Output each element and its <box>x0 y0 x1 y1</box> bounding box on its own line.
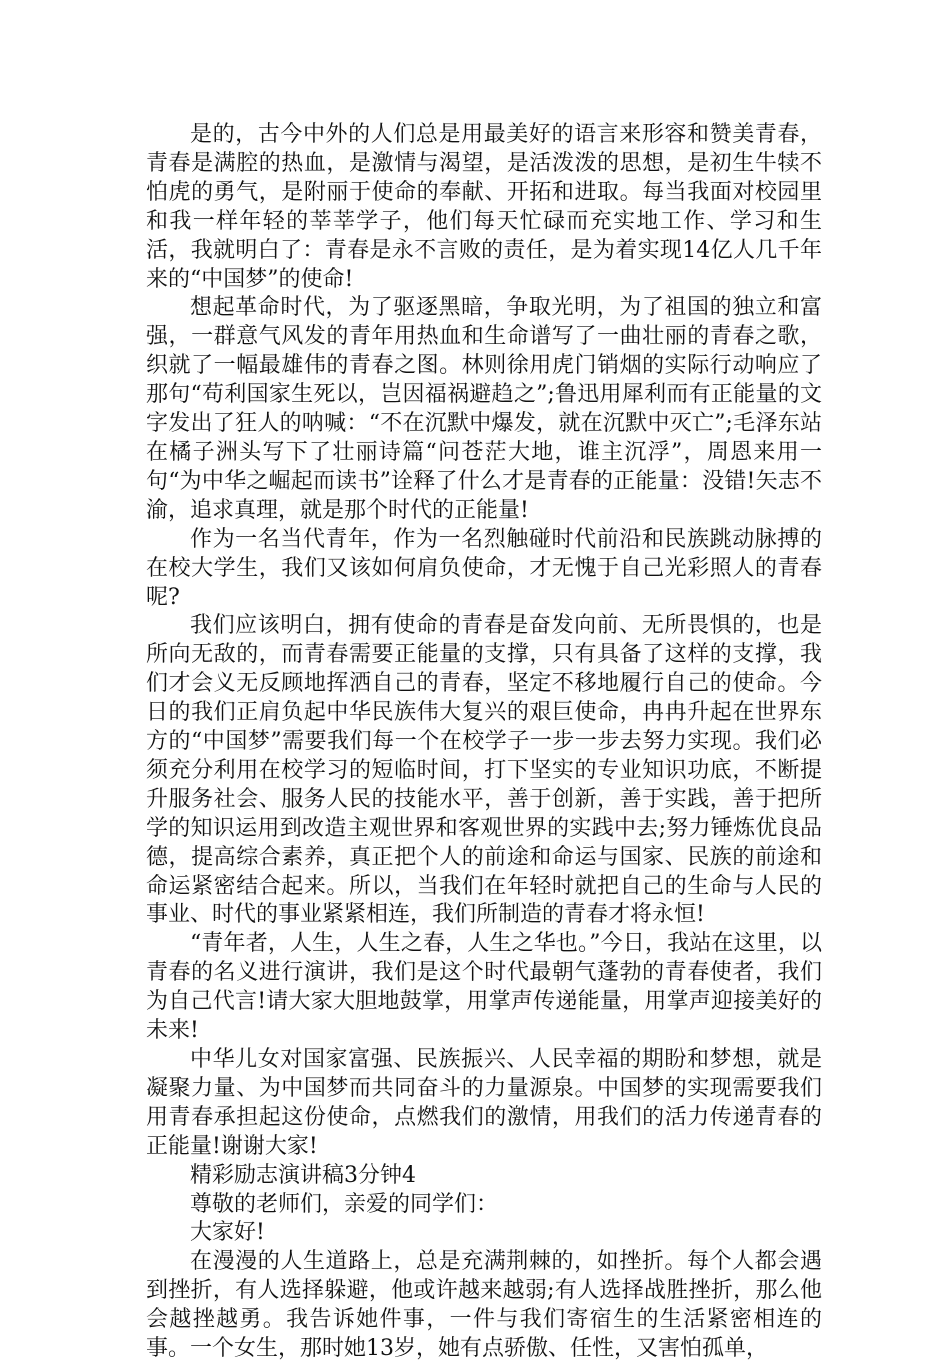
paragraph-revolution-era: 想起革命时代，为了驱逐黑暗，争取光明，为了祖国的独立和富强，一群意气风发的青年用热血和生命谱写了一曲壮丽的青春之歌，织就了一幅最雄伟的青春之图。林则徐用虎门销烟的实际行动响应了那句“苟利国家生死以，岂因福祸避趋之”;鲁迅用犀利而有正能量的文字发出了狂人的呐喊：“不在沉默中爆发，就在沉默中灭亡”;毛泽东站在橘子洲头写下了壮丽诗篇“问苍茫大地，谁主沉浮”，周恩来用一句“为中华之崛起而读书”诠释了什么才是青春的正能量：没错!矢志不渝，追求真理，就是那个时代的正能量! <box>146 295 822 523</box>
greeting: 大家好! <box>190 1220 265 1246</box>
document-body <box>146 121 822 1364</box>
paragraph-closing: 中华儿女对国家富强、民族振兴、人民幸福的期盼和梦想，就是凝聚力量、为中国梦而共同奋斗的力量源泉。中国梦的实现需要我们用青春承担起这份使命，点燃我们的激情，用我们的活力传递青春的正能量!谢谢大家! <box>146 1047 822 1159</box>
paragraph-quote: “青年者，人生，人生之春，人生之华也。”今日，我站在这里，以青春的名义进行演讲，我们是这个时代最朝气蓬勃的青春使者，我们为自己代言!请大家大胆地鼓掌，用掌声传递能量，用掌声迎接美好的未来! <box>146 931 822 1044</box>
speech-title: 精彩励志演讲稿3分钟4 <box>190 1162 416 1188</box>
salutation: 尊敬的老师们，亲爱的同学们： <box>190 1191 499 1217</box>
paragraph-youth-definition: 是的，古今中外的人们总是用最美好的语言来形容和赞美青春，青春是满腔的热血，是激情与渴望，是活泼泼的思想，是初生牛犊不怕虎的勇气，是附丽于使命的奉献、开拓和进取。每当我面对校园里和我一样年轻的莘莘学子，他们每天忙碌而充实地工作、学习和生活，我就明白了：青春是永不言败的责任，是为着实现14亿人几千年来的“中国梦”的使命! <box>146 122 822 292</box>
paragraph-setbacks: 在漫漫的人生道路上，总是充满荆棘的，如挫折。每个人都会遇到挫折，有人选择躲避，他或许越来越弱;有人选择战胜挫折，那么他会越挫越勇。我告诉她件事，一件与我们寄宿生的生活紧密相连的事。一个女生，那时她13岁，她有点骄傲、任性，又害怕孤单， <box>146 1249 822 1362</box>
paragraph-contemporary-youth: 作为一名当代青年，作为一名烈触碰时代前沿和民族跳动脉搏的在校大学生，我们又该如何肩负使命，才无愧于自己光彩照人的青春呢? <box>146 526 822 610</box>
paragraph-mission: 我们应该明白，拥有使命的青春是奋发向前、无所畏惧的，也是所向无敌的，而青春需要正能量的支撑，只有具备了这样的支撑，我们才会义无反顾地挥洒自己的青春，坚定不移地履行自己的使命。今日的我们正肩负起中华民族伟大复兴的艰巨使命，冉冉升起在世界东方的“中国梦”需要我们每一个在校学子一步一步去努力实现。我们必须充分利用在校学习的短临时间，打下坚实的专业知识功底，不断提升服务社会、服务人民的技能水平，善于创新，善于实践，善于把所学的知识运用到改造主观世界和客观世界的实践中去;努力锤炼优良品德，提高综合素养，真正把个人的前途和命运与国家、民族的前途和命运紧密结合起来。所以，当我们在年轻时就把自己的生命与人民的事业、时代的事业紧紧相连，我们所制造的青春才将永恒! <box>146 613 822 928</box>
